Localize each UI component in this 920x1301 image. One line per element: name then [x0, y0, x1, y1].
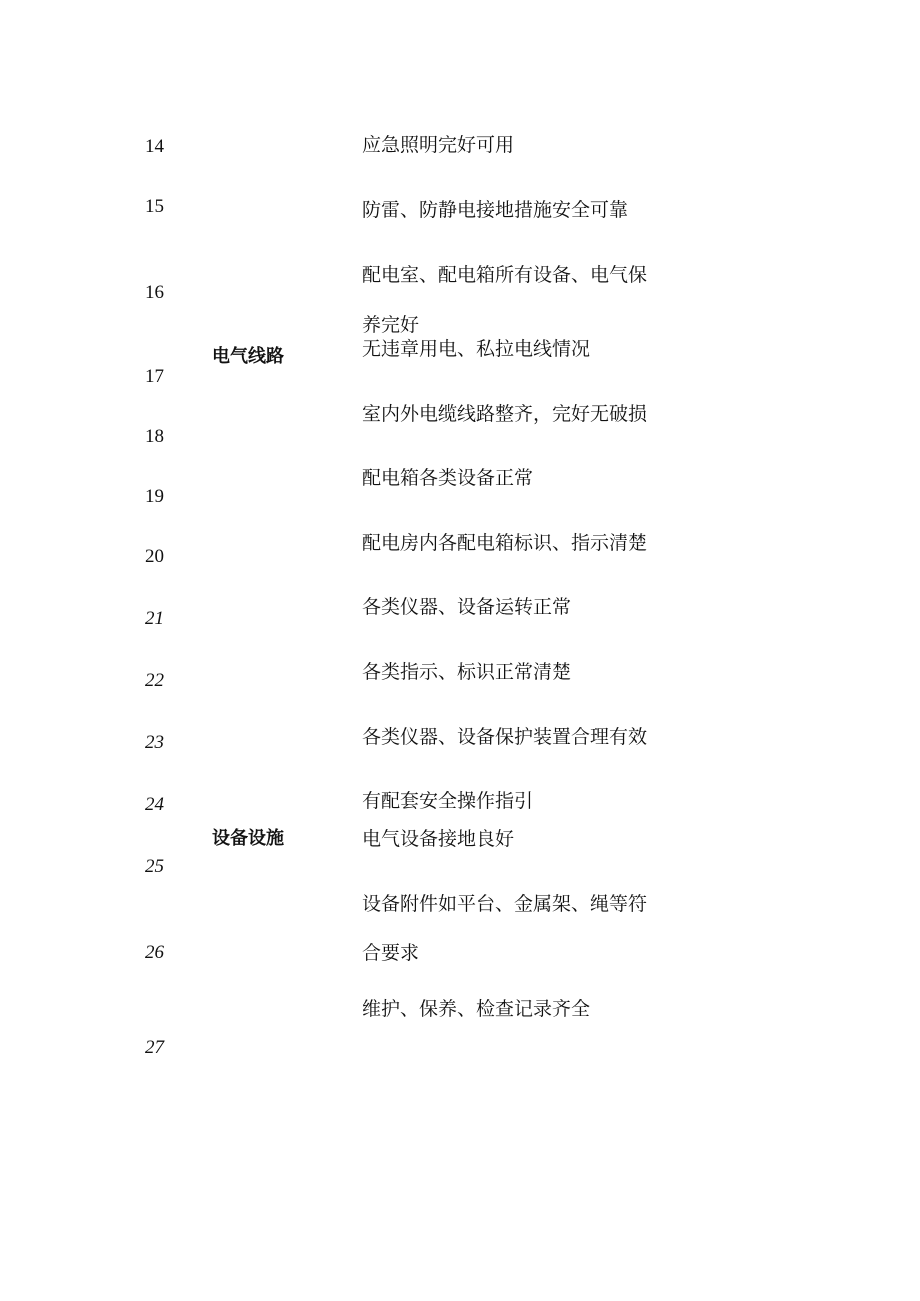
row-number: 18 [145, 426, 164, 447]
category-equipment: 设备设施 [212, 828, 284, 849]
check-item: 应急照明完好可用 [362, 134, 515, 156]
row-number: 25 [145, 856, 164, 877]
check-item: 设备附件如平台、金属架、绳等符 [362, 893, 648, 915]
row-number: 24 [145, 794, 164, 815]
row-number: 23 [145, 732, 164, 753]
row-number: 21 [145, 608, 164, 629]
row-number: 20 [145, 546, 164, 567]
row-number: 19 [145, 486, 164, 507]
check-item: 电气设备接地良好 [362, 828, 515, 850]
row-number: 17 [145, 366, 164, 387]
check-item: 各类指示、标识正常清楚 [362, 661, 572, 683]
row-number: 15 [145, 196, 164, 217]
row-number: 16 [145, 282, 164, 303]
check-item: 有配套安全操作指引 [362, 790, 534, 812]
check-item: 配电箱各类设备正常 [362, 467, 534, 489]
row-number: 26 [145, 942, 164, 963]
check-item: 维护、保养、检查记录齐全 [362, 998, 591, 1020]
category-electrical: 电气线路 [212, 346, 284, 367]
check-item-continued: 合要求 [362, 942, 420, 964]
check-item: 配电房内各配电箱标识、指示清楚 [362, 532, 648, 554]
row-number: 27 [145, 1037, 164, 1058]
check-item: 室内外电缆线路整齐，完好无破损 [362, 403, 648, 425]
check-item: 各类仪器、设备运转正常 [362, 596, 572, 618]
check-item: 防雷、防静电接地措施安全可靠 [362, 199, 629, 221]
row-number: 14 [145, 136, 164, 157]
check-item: 无违章用电、私拉电线情况 [362, 338, 591, 360]
check-item-continued: 养完好 [362, 314, 420, 336]
row-number: 22 [145, 670, 164, 691]
check-item: 各类仪器、设备保护装置合理有效 [362, 726, 648, 748]
check-item: 配电室、配电箱所有设备、电气保 [362, 264, 648, 286]
